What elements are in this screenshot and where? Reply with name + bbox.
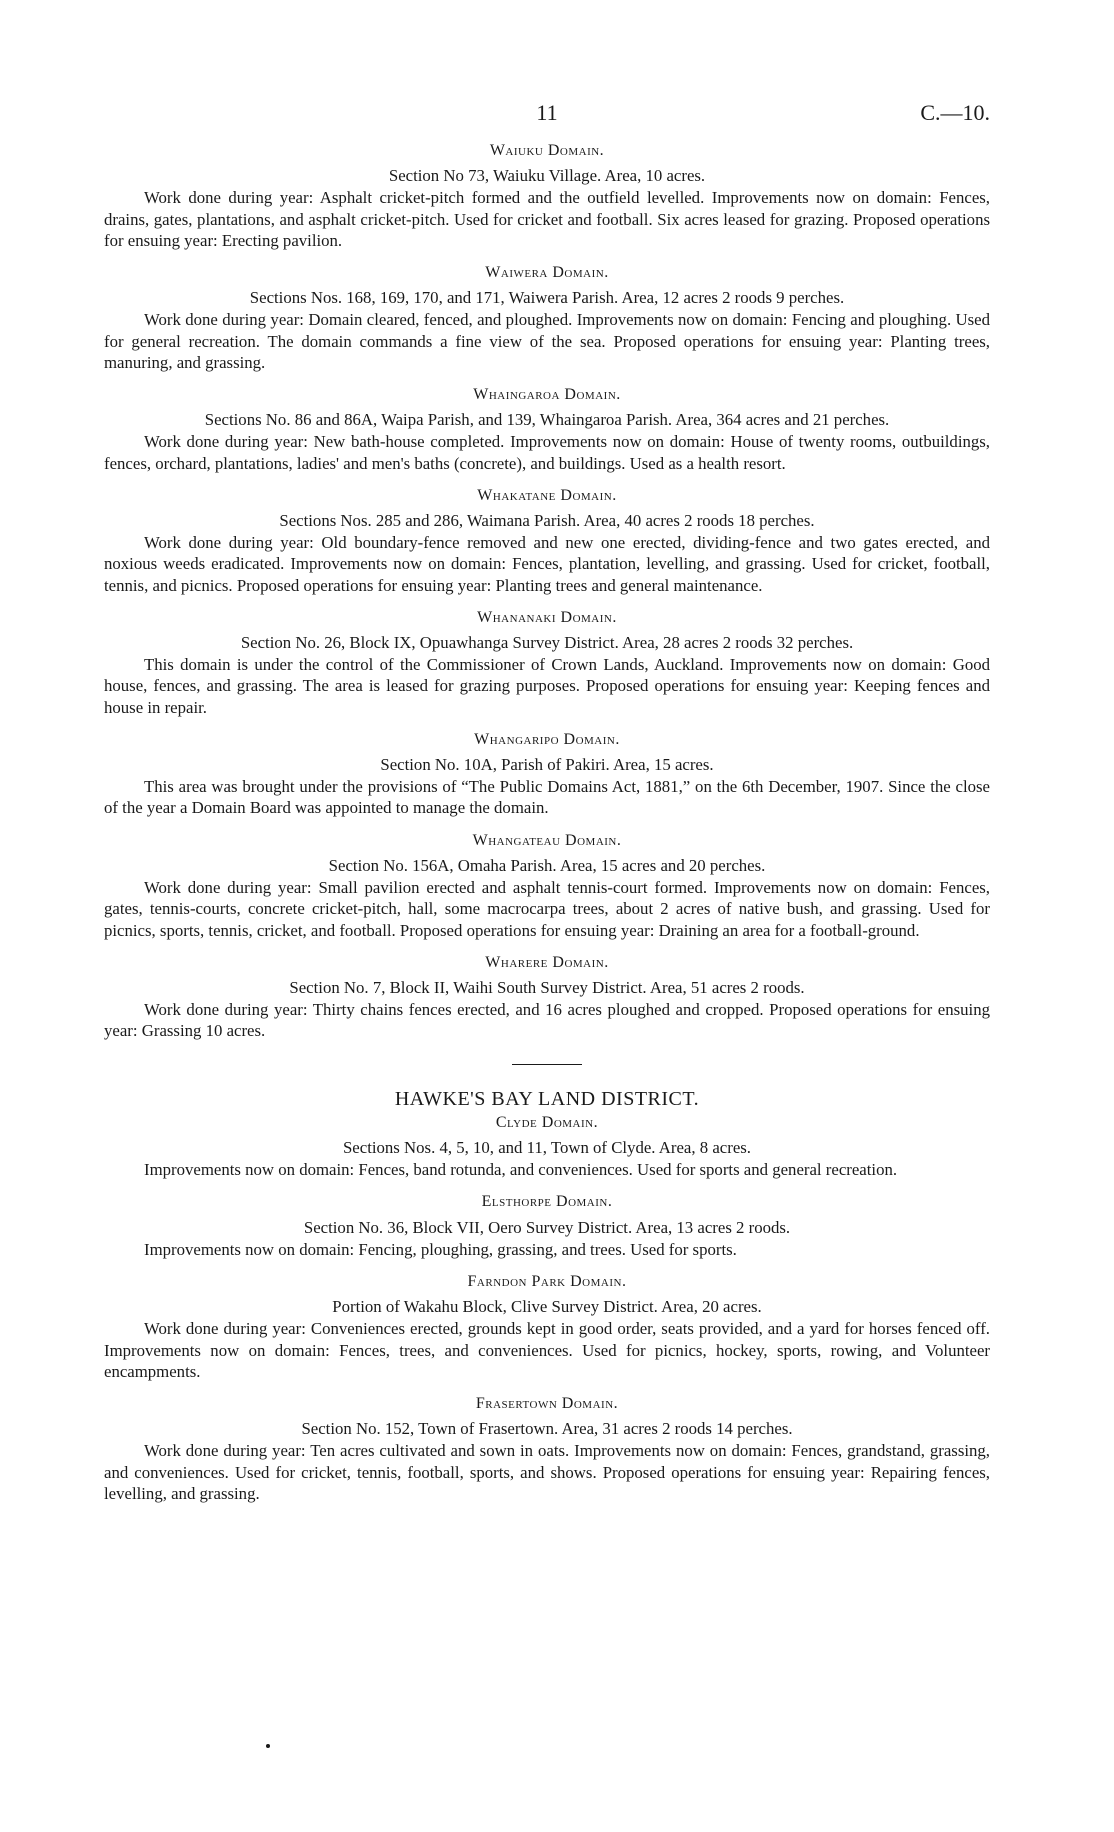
domain-location: Section No. 7, Block II, Waihi South Survey District. Area, 51 acres 2 roods. — [289, 977, 805, 997]
domain-description: Work done during year: Domain cleared, fenced, and ploughed. Improvements now on domain: Fencing and ploughing. Used for general recreation. The domain commands a fine view of the sea. Proposed operations for ensuing year: Planting trees, manuring, and grassing. — [104, 310, 990, 372]
domain-entry — [104, 1112, 990, 1181]
domain-heading: Waiwera Domain. — [485, 264, 609, 282]
domain-description: Improvements now on domain: Fences, band rotunda, and conveniences. Used for sports and general recreation. — [144, 1160, 898, 1180]
domain-description: Work done during year: Asphalt cricket-pitch formed and the outfield levelled. Improvements now on domain: Fences, drains, gates, plantations, and asphalt cricket-pitch. Used for cricket and football. Six acres leased for grazing. Proposed operations for ensuing year: Erecting pavilion. — [104, 188, 990, 250]
domain-entry — [104, 607, 990, 718]
section-divider — [512, 1064, 582, 1065]
domain-heading: Whangateau Domain. — [472, 831, 622, 849]
district-title: HAWKE'S BAY LAND DISTRICT. — [394, 1087, 700, 1110]
domain-location: Section No. 36, Block VII, Oero Survey District. Area, 13 acres 2 roods. — [303, 1217, 791, 1237]
domain-entry — [104, 262, 990, 373]
domain-location: Section No. 10A, Parish of Pakiri. Area, 15 acres. — [380, 755, 714, 775]
domain-description: Work done during year: Thirty chains fences erected, and 16 acres ploughed and cropped. Proposed operations for ensuing year: Grassing 10 acres. — [104, 1000, 990, 1041]
domain-heading: Whangaripo Domain. — [474, 730, 620, 748]
domain-entry — [104, 140, 990, 251]
domain-entry — [104, 1271, 990, 1382]
domain-entry — [104, 729, 990, 819]
page-header — [104, 100, 990, 140]
domain-heading: Waiuku Domain. — [489, 142, 605, 159]
domain-description: Work done during year: Old boundary-fence removed and new one erected, dividing-fence and two gates erected, and noxious weeds eradicated. Improvements now on domain: Fences, plantation, levelling, and grassing. Used for cricket, football, tennis, and picnics. Proposed operations for ensuing year: Planting trees and general maintenance. — [104, 533, 990, 595]
domain-description: Improvements now on domain: Fencing, ploughing, grassing, and trees. Used for sports. — [144, 1239, 737, 1259]
page-reference: C.—10. — [920, 100, 990, 125]
domain-location: Sections No. 86 and 86A, Waipa Parish, and 139, Whaingaroa Parish. Area, 364 acres and 21 perches. — [204, 410, 890, 430]
domain-heading: Wharere Domain. — [485, 953, 609, 971]
domain-location: Section No. 156A, Omaha Parish. Area, 15 acres and 20 perches. — [328, 855, 766, 875]
document-page — [104, 100, 990, 1504]
domain-entry — [104, 952, 990, 1042]
page-number: 11 — [536, 100, 558, 125]
domain-location: Sections Nos. 168, 169, 170, and 171, Waiwera Parish. Area, 12 acres 2 roods 9 perches. — [249, 288, 845, 308]
domain-heading: Clyde Domain. — [495, 1113, 599, 1131]
domain-heading: Whaingaroa Domain. — [473, 386, 621, 404]
domain-heading: Whananaki Domain. — [477, 608, 617, 626]
domain-description: Work done during year: New bath-house completed. Improvements now on domain: House of twenty rooms, outbuildings, fences, orchard, plantations, ladies' and men's baths (concrete), and buildings. Used as a health resort. — [104, 432, 990, 473]
domain-description: This area was brought under the provisions of “The Public Domains Act, 1881,” on the 6th December, 1907. Since the close of the year a Domain Board was appointed to manage the domain. — [104, 777, 990, 818]
domain-entry — [104, 830, 990, 941]
domain-location: Section No 73, Waiuku Village. Area, 10 acres. — [388, 166, 706, 186]
domain-location: Portion of Wakahu Block, Clive Survey District. Area, 20 acres. — [332, 1297, 762, 1317]
domain-entry — [104, 1393, 990, 1504]
domain-description: Work done during year: Conveniences erected, grounds kept in good order, seats provided, and a yard for horses fenced off. Improvements now on domain: Fences, trees, and conveniences. Used for picnics, hockey, sports, rowing, and Volunteer encampments. — [104, 1319, 990, 1381]
domain-location: Section No. 152, Town of Frasertown. Area, 31 acres 2 roods 14 perches. — [301, 1419, 793, 1439]
domain-description: This domain is under the control of the Commissioner of Crown Lands, Auckland. Improvements now on domain: Good house, fences, and grassing. The area is leased for grazing purposes. Proposed operations for ensuing year: Keeping fences and house in repair. — [104, 655, 990, 717]
domain-description: Work done during year: Small pavilion erected and asphalt tennis-court formed. Improvements now on domain: Fences, gates, tennis-courts, concrete cricket-pitch, hall, some macrocarpa trees, about 2 acres of native bush, and grassing. Used for picnics, sports, tennis, cricket, and football. Proposed operations for ensuing year: Draining an area for a football-ground. — [104, 878, 990, 940]
domain-location: Sections Nos. 4, 5, 10, and 11, Town of Clyde. Area, 8 acres. — [342, 1137, 752, 1157]
domain-location: Sections Nos. 285 and 286, Waimana Parish. Area, 40 acres 2 roods 18 perches. — [279, 511, 815, 531]
domain-entry — [104, 1191, 990, 1260]
auckland-domain-list — [104, 140, 990, 1042]
domain-location: Section No. 26, Block IX, Opuawhanga Survey District. Area, 28 acres 2 roods 32 perches. — [240, 633, 854, 653]
domain-heading: Elsthorpe Domain. — [481, 1193, 613, 1211]
domain-heading: Frasertown Domain. — [475, 1394, 619, 1412]
domain-entry — [104, 384, 990, 474]
domain-heading: Whakatane Domain. — [477, 486, 617, 504]
domain-entry — [104, 485, 990, 596]
domain-heading: Farndon Park Domain. — [467, 1272, 627, 1290]
hawkes-bay-domain-list — [104, 1112, 990, 1504]
ink-speck — [266, 1744, 270, 1748]
page-content — [104, 140, 990, 1504]
domain-description: Work done during year: Ten acres cultivated and sown in oats. Improvements now on domain: Fences, grandstand, grassing, and conveniences. Used for cricket, tennis, football, sports, and shows. Proposed operations for ensuing year: Repairing fences, levelling, and grassing. — [104, 1441, 990, 1503]
